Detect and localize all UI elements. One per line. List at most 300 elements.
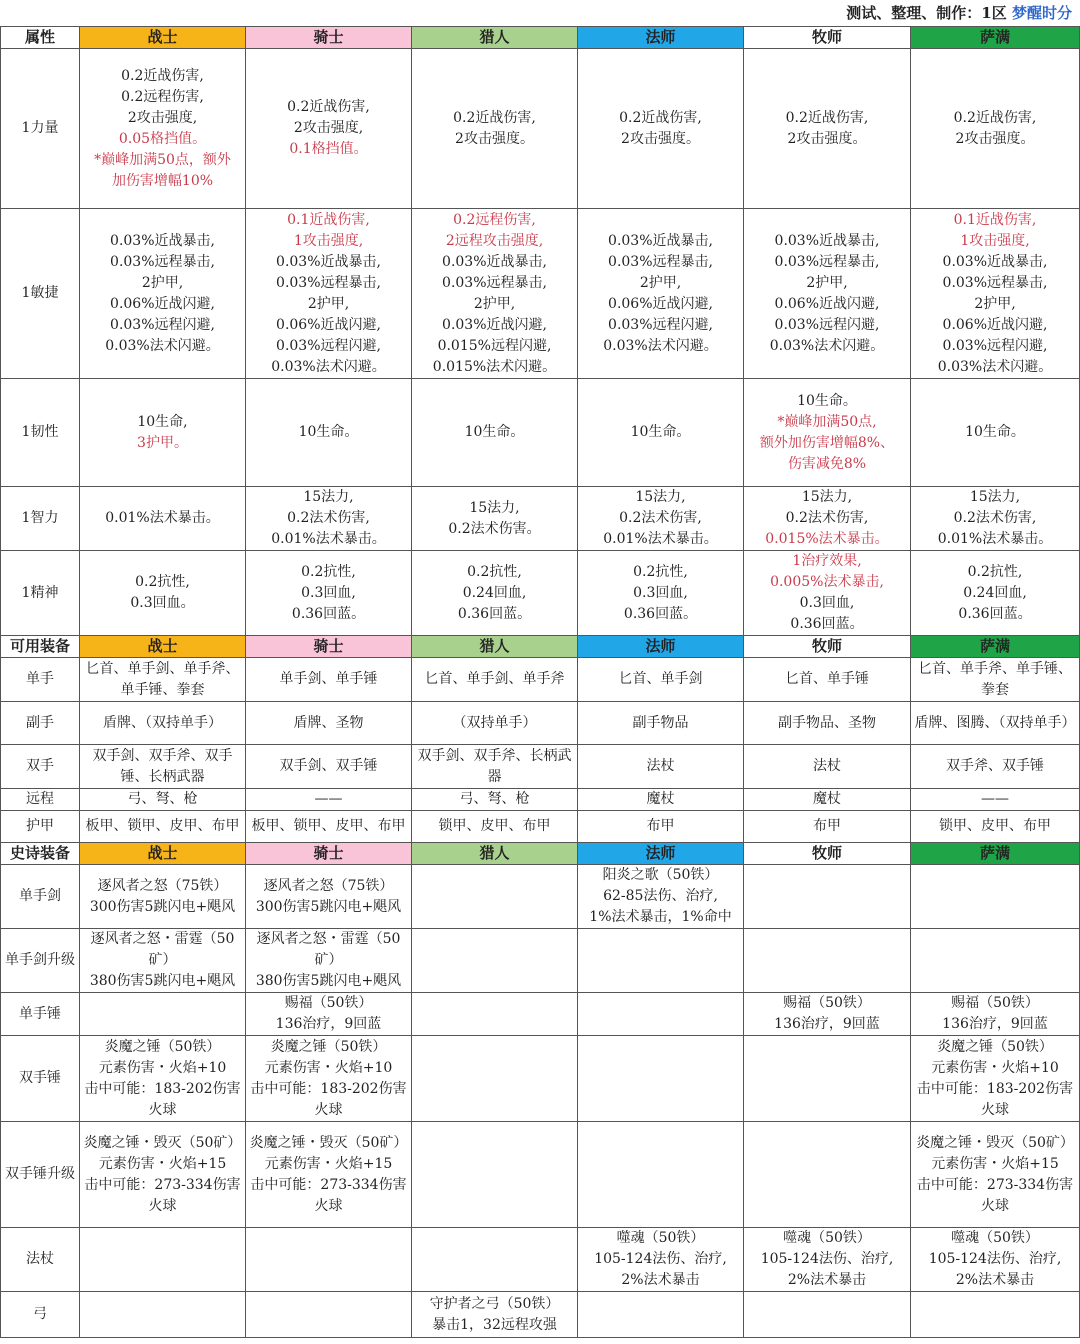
cell-line: 0.03%近战暴击, bbox=[276, 253, 381, 270]
cell-line: 15法力, bbox=[801, 489, 853, 505]
epic-cell bbox=[80, 1036, 246, 1122]
equipment-cell: 副手物品、圣物 bbox=[744, 702, 911, 745]
equipment-cell: 法杖 bbox=[578, 745, 744, 789]
class-header: 猎人 bbox=[412, 27, 578, 49]
cell-line: 元素伤害・火焰+10 bbox=[264, 1059, 393, 1076]
epic-cell bbox=[412, 929, 578, 993]
cell-line: 噬魂（50铁） bbox=[616, 1230, 705, 1246]
cell-line: 0.03%法术闪避。 bbox=[937, 358, 1053, 375]
row-label: 法杖 bbox=[1, 1228, 80, 1292]
row-label: 弓 bbox=[1, 1292, 80, 1338]
cell-line: 0.03%远程闪避, bbox=[942, 337, 1048, 354]
epic-cell bbox=[744, 1228, 911, 1292]
cell-line: 3护甲。 bbox=[137, 434, 188, 451]
cell-line: 额外加伤害增幅8%、 bbox=[759, 434, 895, 451]
epic-cell bbox=[80, 993, 246, 1036]
cell-line: 炎魔之锤・毁灭（50矿） bbox=[249, 1134, 408, 1151]
cell-line: 0.2远程伤害, bbox=[121, 88, 204, 105]
cell-line: 炎魔之锤・毁灭（50矿） bbox=[916, 1134, 1074, 1151]
table-row bbox=[1, 487, 1080, 551]
epic-cell bbox=[412, 1122, 578, 1228]
cell-line: 0.05格挡值。 bbox=[118, 130, 207, 147]
stat-cell bbox=[412, 209, 578, 379]
row-label: 1智力 bbox=[1, 487, 80, 551]
epic-cell bbox=[911, 865, 1080, 929]
epic-cell bbox=[578, 1036, 744, 1122]
stat-cell bbox=[246, 209, 412, 379]
stat-cell bbox=[412, 49, 578, 209]
cell-line: 2护甲, bbox=[141, 274, 184, 291]
class-header: 萨满 bbox=[911, 636, 1080, 658]
cell-line: 0.01%法术暴击。 bbox=[105, 510, 220, 526]
cell-line: 2攻击强度。 bbox=[455, 130, 534, 147]
cell-line: 0.36回蓝。 bbox=[457, 605, 532, 622]
cell-line: 1攻击强度, bbox=[293, 232, 364, 249]
cell-line: 0.2法术伤害。 bbox=[448, 520, 541, 537]
cell-line: 2护甲, bbox=[307, 295, 350, 312]
cell-line: *巅峰加满50点，额外 bbox=[94, 151, 231, 168]
equipment-cell: 匕首、单手剑、单手斧、单手锤、拳套 bbox=[80, 658, 246, 702]
cell-line: 0.015%法术闪避。 bbox=[432, 358, 557, 375]
class-header: 萨满 bbox=[911, 27, 1080, 49]
cell-line: 逐风者之怒・雷霆（50矿） bbox=[256, 931, 401, 968]
row-label: 远程 bbox=[1, 789, 80, 811]
stat-cell bbox=[412, 487, 578, 551]
cell-line: 136治疗，9回蓝 bbox=[942, 1016, 1048, 1032]
epic-cell bbox=[911, 993, 1080, 1036]
cell-line: 炎魔之锤（50铁） bbox=[104, 1038, 221, 1055]
cell-line: 元素伤害・火焰+10 bbox=[931, 1059, 1059, 1076]
stat-cell bbox=[744, 379, 911, 487]
stat-cell bbox=[246, 49, 412, 209]
cell-line: 15法力, bbox=[469, 499, 520, 516]
class-header: 法师 bbox=[578, 27, 744, 49]
epic-cell bbox=[246, 1292, 412, 1338]
stat-cell bbox=[246, 487, 412, 551]
equipment-cell: —— bbox=[246, 789, 412, 811]
cell-line: 0.03%法术闪避。 bbox=[105, 337, 220, 354]
cell-line: 62-85法伤、治疗, bbox=[603, 888, 718, 904]
cell-line: 0.03%近战暴击, bbox=[942, 253, 1048, 270]
stat-cell bbox=[578, 487, 744, 551]
epic-cell bbox=[911, 929, 1080, 993]
class-header: 骑士 bbox=[246, 843, 412, 865]
table-row bbox=[1, 865, 1080, 929]
cell-line: 0.1近战伤害, bbox=[953, 211, 1037, 228]
equipment-cell: —— bbox=[911, 789, 1080, 811]
table-row bbox=[1, 1122, 1080, 1228]
stat-cell bbox=[80, 487, 246, 551]
cell-line: 0.2抗性, bbox=[633, 563, 688, 580]
stat-cell bbox=[744, 487, 911, 551]
row-label: 单手剑升级 bbox=[1, 929, 80, 993]
cell-line: 0.06%近战闪避, bbox=[276, 316, 381, 333]
cell-line: 10生命。 bbox=[965, 424, 1025, 440]
cell-line: 2攻击强度。 bbox=[621, 130, 700, 147]
stat-cell bbox=[911, 487, 1080, 551]
section-label: 属性 bbox=[1, 27, 80, 49]
epic-cell bbox=[578, 865, 744, 929]
cell-line: 0.03%近战暴击, bbox=[774, 232, 880, 249]
cell-line: 2攻击强度, bbox=[293, 120, 364, 136]
cell-line: 0.2近战伤害, bbox=[287, 99, 370, 115]
table-row bbox=[1, 209, 1080, 379]
cell-line: 0.3回血。 bbox=[130, 595, 195, 611]
cell-line: 2攻击强度, bbox=[127, 109, 198, 126]
cell-line: 0.01%法术暴击。 bbox=[603, 531, 718, 547]
row-label: 双手 bbox=[1, 745, 80, 789]
cell-line: 2远程攻击强度, bbox=[445, 232, 544, 249]
equipment-cell: 单手剑、单手锤 bbox=[246, 658, 412, 702]
epic-cell bbox=[246, 865, 412, 929]
cell-line: 0.2近战伤害, bbox=[619, 109, 702, 126]
cell-line: 300伤害5跳闪电+飓风 bbox=[255, 898, 402, 915]
cell-line: 阳炎之歌（50铁） bbox=[602, 867, 719, 883]
stat-cell bbox=[412, 379, 578, 487]
cell-line: 0.01%法术暴击。 bbox=[271, 531, 386, 547]
epic-cell bbox=[80, 1122, 246, 1228]
cell-line: 炎魔之锤・毁灭（50矿） bbox=[83, 1134, 242, 1151]
cell-line: 0.06%近战闪避, bbox=[774, 295, 880, 312]
cell-line: 0.03%远程暴击, bbox=[774, 253, 880, 270]
equipment-cell: 双手剑、双手斧、长柄武器 bbox=[412, 745, 578, 789]
cell-line: 0.2法术伤害, bbox=[785, 510, 869, 526]
cell-line: 0.24回血, bbox=[462, 584, 527, 601]
equipment-cell: 匕首、单手斧、单手锤、拳套 bbox=[911, 658, 1080, 702]
cell-line: 0.2近战伤害, bbox=[453, 109, 536, 126]
cell-line: 暴击1，32远程攻强 bbox=[432, 1316, 557, 1333]
cell-line: 2%法术暴击 bbox=[955, 1272, 1035, 1288]
equipment-cell: 布甲 bbox=[744, 811, 911, 843]
epic-cell bbox=[578, 1228, 744, 1292]
equipment-cell: 板甲、锁甲、皮甲、布甲 bbox=[246, 811, 412, 843]
cell-line: 噬魂（50铁） bbox=[783, 1230, 871, 1246]
equipment-cell: 副手物品 bbox=[578, 702, 744, 745]
cell-line: 元素伤害・火焰+15 bbox=[98, 1155, 227, 1172]
class-header: 法师 bbox=[578, 843, 744, 865]
cell-line: 2攻击强度。 bbox=[787, 130, 867, 147]
cell-line: 15法力, bbox=[303, 489, 354, 505]
cell-line: 0.03%近战闪避, bbox=[442, 316, 547, 333]
equipment-cell: 双手剑、双手斧、双手锤、长柄武器 bbox=[80, 745, 246, 789]
epic-cell bbox=[911, 1292, 1080, 1338]
table-row bbox=[1, 1292, 1080, 1338]
cell-line: 2护甲, bbox=[473, 295, 516, 312]
cell-line: 2%法术暴击 bbox=[621, 1272, 700, 1288]
cell-line: 噬魂（50铁） bbox=[951, 1230, 1039, 1246]
cell-line: 10生命。 bbox=[630, 424, 691, 440]
cell-line: 炎魔之锤（50铁） bbox=[937, 1038, 1053, 1055]
epic-cell bbox=[246, 1228, 412, 1292]
table-row bbox=[1, 1228, 1080, 1292]
stat-cell bbox=[80, 379, 246, 487]
table-row bbox=[1, 49, 1080, 209]
cell-line: 0.03%近战暴击, bbox=[110, 232, 215, 249]
row-label: 护甲 bbox=[1, 811, 80, 843]
cell-line: 2护甲, bbox=[639, 274, 682, 291]
equipment-cell: 锁甲、皮甲、布甲 bbox=[911, 811, 1080, 843]
epic-cell bbox=[911, 1122, 1080, 1228]
stat-cell bbox=[911, 49, 1080, 209]
row-label: 副手 bbox=[1, 702, 80, 745]
stat-cell bbox=[744, 551, 911, 636]
epic-cell bbox=[744, 1036, 911, 1122]
cell-line: 元素伤害・火焰+10 bbox=[98, 1059, 227, 1076]
equipment-cell: 法杖 bbox=[744, 745, 911, 789]
epic-cell bbox=[412, 865, 578, 929]
equipment-cell: 双手剑、双手锤 bbox=[246, 745, 412, 789]
cell-line: 0.2抗性, bbox=[467, 563, 522, 580]
stat-cell bbox=[246, 379, 412, 487]
cell-line: 0.03%远程暴击, bbox=[608, 253, 713, 270]
cell-line: 0.03%法术闪避。 bbox=[769, 337, 885, 354]
cell-line: 0.36回蓝。 bbox=[790, 616, 864, 632]
cell-line: 击中可能：273-334伤害火球 bbox=[250, 1176, 407, 1214]
cell-line: 105-124法伤、治疗, bbox=[594, 1251, 727, 1267]
cell-line: 伤害减免8% bbox=[787, 455, 867, 472]
row-label: 双手锤升级 bbox=[1, 1122, 80, 1228]
cell-line: 10生命, bbox=[137, 413, 188, 430]
table-row bbox=[1, 745, 1080, 789]
table-row bbox=[1, 789, 1080, 811]
row-label: 单手锤 bbox=[1, 993, 80, 1036]
cell-line: 0.2法术伤害, bbox=[619, 510, 702, 526]
table-row bbox=[1, 551, 1080, 636]
cell-line: 击中可能：183-202伤害火球 bbox=[916, 1080, 1074, 1118]
class-header: 牧师 bbox=[744, 843, 911, 865]
cell-line: 0.2法术伤害, bbox=[287, 510, 370, 526]
epic-cell bbox=[246, 1122, 412, 1228]
cell-line: 0.1近战伤害, bbox=[287, 211, 370, 228]
stat-cell bbox=[80, 551, 246, 636]
class-header: 萨满 bbox=[911, 843, 1080, 865]
cell-line: 10生命。 bbox=[797, 392, 857, 409]
row-label: 1力量 bbox=[1, 49, 80, 209]
cell-line: 380伤害5跳闪电+飓风 bbox=[89, 973, 236, 989]
table-row bbox=[1, 658, 1080, 702]
cell-line: 0.2抗性, bbox=[301, 563, 356, 580]
cell-line: 炎魔之锤（50铁） bbox=[270, 1038, 387, 1055]
cell-line: 元素伤害・火焰+15 bbox=[264, 1155, 393, 1172]
epic-cell bbox=[911, 1036, 1080, 1122]
cell-line: 元素伤害・火焰+15 bbox=[931, 1155, 1059, 1172]
epic-cell bbox=[80, 929, 246, 993]
cell-line: 0.2抗性, bbox=[967, 563, 1023, 580]
cell-line: 105-124法伤、治疗, bbox=[928, 1251, 1062, 1267]
cell-line: 0.03%远程暴击, bbox=[442, 274, 547, 291]
cell-line: 赐福（50铁） bbox=[951, 995, 1039, 1011]
cell-line: 0.2抗性, bbox=[135, 574, 190, 590]
table-row bbox=[1, 929, 1080, 993]
stat-cell bbox=[578, 209, 744, 379]
class-stats-table bbox=[0, 26, 1080, 1338]
epic-cell bbox=[246, 929, 412, 993]
cell-line: *巅峰加满50点, bbox=[777, 413, 877, 430]
epic-cell bbox=[744, 865, 911, 929]
cell-line: 0.015%远程闪避, bbox=[437, 337, 552, 354]
stat-cell bbox=[744, 49, 911, 209]
cell-line: 380伤害5跳闪电+飓风 bbox=[255, 973, 402, 989]
cell-line: 0.2近战伤害, bbox=[785, 109, 869, 126]
epic-cell bbox=[744, 1292, 911, 1338]
cell-line: 136治疗，9回蓝 bbox=[774, 1016, 880, 1032]
cell-line: 15法力, bbox=[969, 489, 1021, 505]
class-header: 牧师 bbox=[744, 636, 911, 658]
equipment-cell: 盾牌、图腾、（双持单手） bbox=[911, 702, 1080, 745]
cell-line: 0.1格挡值。 bbox=[289, 141, 368, 157]
class-header: 骑士 bbox=[246, 27, 412, 49]
cell-line: 0.03%远程暴击, bbox=[110, 253, 215, 270]
credit-line bbox=[0, 0, 1072, 26]
equipment-cell: 魔杖 bbox=[578, 789, 744, 811]
epic-cell bbox=[744, 929, 911, 993]
equipment-cell: 匕首、单手剑 bbox=[578, 658, 744, 702]
row-label: 1韧性 bbox=[1, 379, 80, 487]
equipment-cell: 匕首、单手锤 bbox=[744, 658, 911, 702]
row-label: 单手 bbox=[1, 658, 80, 702]
stat-cell bbox=[578, 49, 744, 209]
epic-cell bbox=[412, 1036, 578, 1122]
equipment-cell: 布甲 bbox=[578, 811, 744, 843]
table-body bbox=[1, 27, 1080, 1338]
epic-cell bbox=[412, 1292, 578, 1338]
cell-line: 15法力, bbox=[635, 489, 686, 505]
cell-line: 0.24回血, bbox=[963, 584, 1027, 601]
table-row bbox=[1, 811, 1080, 843]
epic-cell bbox=[246, 993, 412, 1036]
equipment-cell: 双手斧、双手锤 bbox=[911, 745, 1080, 789]
cell-line: 击中可能：273-334伤害火球 bbox=[916, 1176, 1074, 1214]
cell-line: 136治疗，9回蓝 bbox=[275, 1016, 382, 1032]
credit-author: 梦醒时分 bbox=[1011, 4, 1072, 22]
section-header-row bbox=[1, 27, 1080, 49]
cell-line: 0.36回蓝。 bbox=[958, 605, 1032, 622]
epic-cell bbox=[80, 865, 246, 929]
equipment-cell: （双持单手） bbox=[412, 702, 578, 745]
stat-cell bbox=[744, 209, 911, 379]
cell-line: 0.3回血, bbox=[799, 595, 855, 611]
credit-prefix: 测试、整理、制作：1区 bbox=[846, 4, 1007, 22]
cell-line: 0.3回血, bbox=[633, 584, 688, 601]
cell-line: 0.06%近战闪避, bbox=[942, 316, 1048, 333]
stat-cell bbox=[80, 209, 246, 379]
row-label: 1精神 bbox=[1, 551, 80, 636]
class-header: 猎人 bbox=[412, 843, 578, 865]
cell-line: 0.03%远程闪避, bbox=[276, 337, 381, 354]
section-label: 史诗装备 bbox=[1, 843, 80, 865]
epic-cell bbox=[744, 993, 911, 1036]
cell-line: 2攻击强度。 bbox=[955, 130, 1035, 147]
cell-line: 0.03%法术闪避。 bbox=[603, 337, 718, 354]
cell-line: 2护甲, bbox=[806, 274, 848, 291]
class-header: 法师 bbox=[578, 636, 744, 658]
class-header: 战士 bbox=[80, 636, 246, 658]
stat-cell bbox=[412, 551, 578, 636]
cell-line: 2%法术暴击 bbox=[787, 1272, 867, 1288]
stat-cell bbox=[911, 379, 1080, 487]
epic-cell bbox=[744, 1122, 911, 1228]
equipment-cell: 弓、弩、枪 bbox=[412, 789, 578, 811]
cell-line: 击中可能：183-202伤害火球 bbox=[84, 1080, 241, 1118]
class-header: 战士 bbox=[80, 27, 246, 49]
class-header: 骑士 bbox=[246, 636, 412, 658]
cell-line: 300伤害5跳闪电+飓风 bbox=[89, 898, 236, 915]
cell-line: 0.03%法术闪避。 bbox=[271, 358, 386, 375]
cell-line: 0.2近战伤害, bbox=[953, 109, 1037, 126]
cell-line: 10生命。 bbox=[464, 424, 525, 440]
epic-cell bbox=[80, 1228, 246, 1292]
epic-cell bbox=[80, 1292, 246, 1338]
stat-cell bbox=[578, 379, 744, 487]
cell-line: 守护者之弓（50铁） bbox=[429, 1295, 560, 1312]
stat-cell bbox=[246, 551, 412, 636]
cell-line: 0.2法术伤害, bbox=[953, 510, 1037, 526]
cell-line: 击中可能：273-334伤害火球 bbox=[84, 1176, 241, 1214]
cell-line: 0.03%远程暴击, bbox=[276, 274, 381, 291]
epic-cell bbox=[578, 1292, 744, 1338]
cell-line: 0.03%近战暴击, bbox=[442, 253, 547, 270]
section-header-row bbox=[1, 843, 1080, 865]
equipment-cell: 板甲、锁甲、皮甲、布甲 bbox=[80, 811, 246, 843]
cell-line: 0.3回血, bbox=[301, 584, 356, 601]
stat-cell bbox=[911, 209, 1080, 379]
cell-line: 10生命。 bbox=[298, 424, 359, 440]
stat-cell bbox=[80, 49, 246, 209]
cell-line: 0.2远程伤害, bbox=[453, 211, 536, 228]
epic-cell bbox=[578, 993, 744, 1036]
cell-line: 逐风者之怒（75铁） bbox=[97, 877, 228, 894]
cell-line: 0.06%近战闪避, bbox=[608, 295, 713, 312]
row-label: 双手锤 bbox=[1, 1036, 80, 1122]
epic-cell bbox=[412, 993, 578, 1036]
class-header: 牧师 bbox=[744, 27, 911, 49]
equipment-cell: 匕首、单手剑、单手斧 bbox=[412, 658, 578, 702]
class-header: 猎人 bbox=[412, 636, 578, 658]
cell-line: 0.01%法术暴击。 bbox=[937, 531, 1053, 547]
cell-line: 赐福（50铁） bbox=[783, 995, 871, 1011]
cell-line: 赐福（50铁） bbox=[284, 995, 373, 1011]
table-row bbox=[1, 702, 1080, 745]
cell-line: 0.03%远程闪避, bbox=[110, 316, 215, 333]
epic-cell bbox=[578, 1122, 744, 1228]
cell-line: 0.005%法术暴击, bbox=[770, 574, 884, 590]
cell-line: 逐风者之怒（75铁） bbox=[263, 877, 394, 894]
cell-line: 逐风者之怒・雷霆（50矿） bbox=[90, 931, 235, 968]
table-row bbox=[1, 1036, 1080, 1122]
cell-line: 加伤害增幅10% bbox=[111, 172, 214, 189]
stat-cell bbox=[911, 551, 1080, 636]
epic-cell bbox=[412, 1228, 578, 1292]
row-label: 单手剑 bbox=[1, 865, 80, 929]
cell-line: 1%法术暴击，1%命中 bbox=[589, 909, 732, 925]
cell-line: 1攻击强度, bbox=[960, 232, 1030, 249]
epic-cell bbox=[578, 929, 744, 993]
table-row bbox=[1, 379, 1080, 487]
equipment-cell: 盾牌、圣物 bbox=[246, 702, 412, 745]
equipment-cell: 锁甲、皮甲、布甲 bbox=[412, 811, 578, 843]
stat-cell bbox=[578, 551, 744, 636]
epic-cell bbox=[911, 1228, 1080, 1292]
cell-line: 1治疗效果, bbox=[792, 553, 862, 569]
table-row bbox=[1, 993, 1080, 1036]
cell-line: 击中可能：183-202伤害火球 bbox=[250, 1080, 407, 1118]
cell-line: 0.03%远程暴击, bbox=[942, 274, 1048, 291]
section-header-row bbox=[1, 636, 1080, 658]
class-header: 战士 bbox=[80, 843, 246, 865]
cell-line: 0.36回蓝。 bbox=[623, 605, 698, 622]
equipment-cell: 魔杖 bbox=[744, 789, 911, 811]
equipment-cell: 盾牌、（双持单手） bbox=[80, 702, 246, 745]
